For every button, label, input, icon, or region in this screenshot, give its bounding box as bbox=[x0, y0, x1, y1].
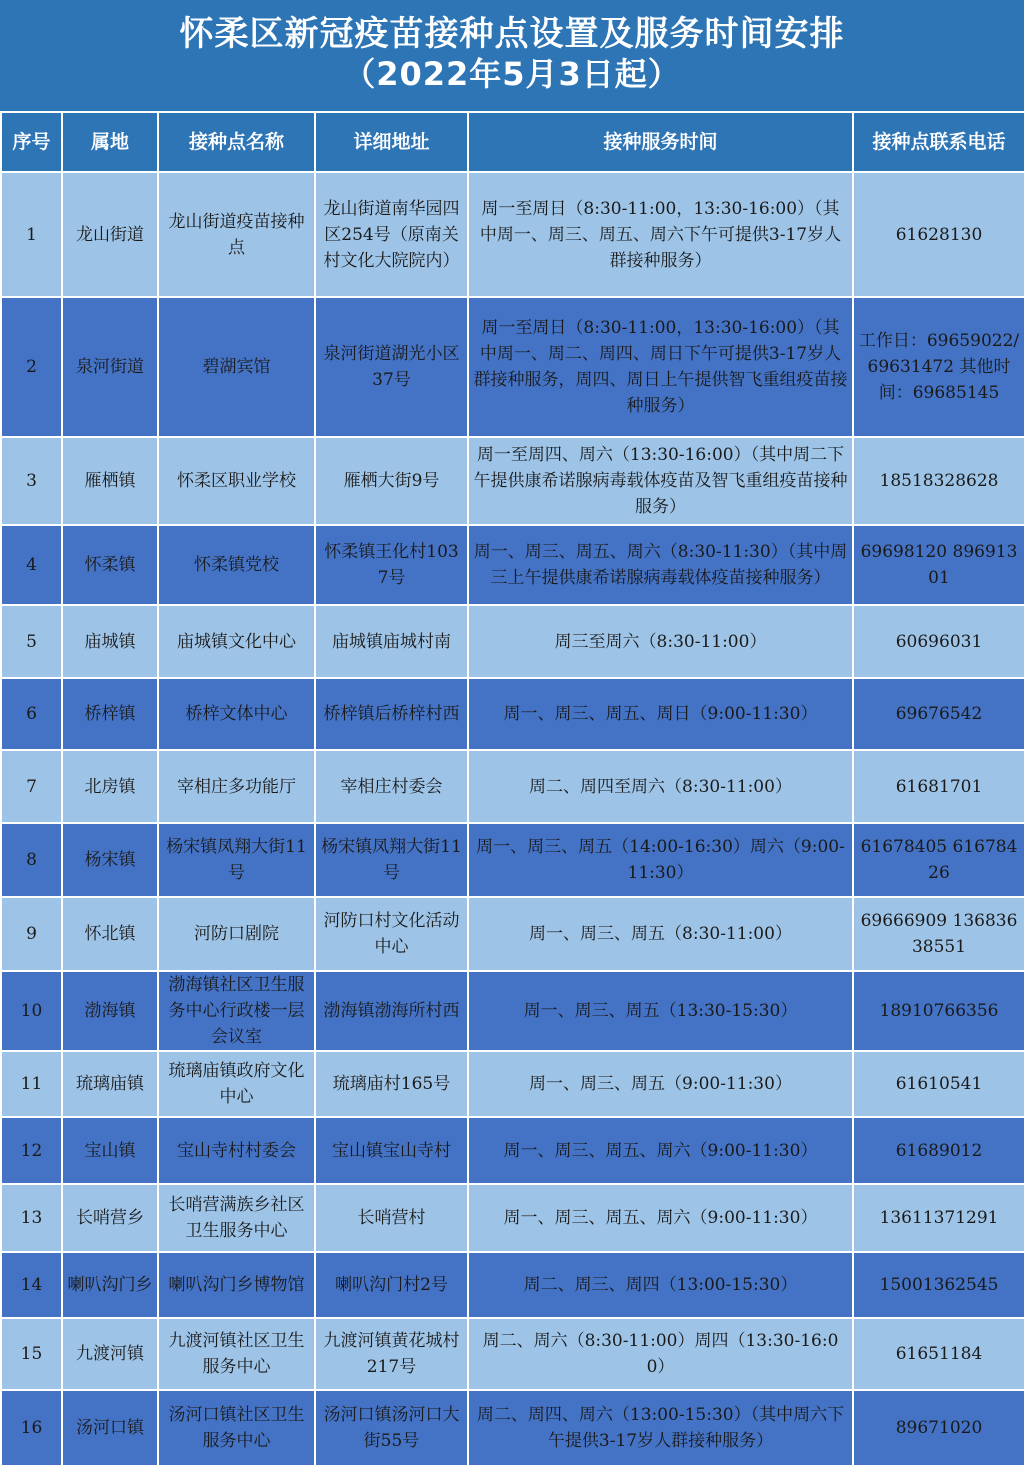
table-row bbox=[1, 1117, 1024, 1184]
cell-site-name: 渤海镇社区卫生服务中心行政楼一层会议室 bbox=[158, 971, 315, 1051]
cell-area: 宝山镇 bbox=[62, 1117, 158, 1184]
cell-site-name: 庙城镇文化中心 bbox=[158, 605, 315, 678]
cell-area: 泉河街道 bbox=[62, 297, 158, 437]
table-row bbox=[1, 605, 1024, 678]
header-service-time: 接种服务时间 bbox=[468, 112, 853, 172]
cell-service-time: 周一、周三、周五（14:00-16:30）周六（9:00-11:30） bbox=[468, 823, 853, 897]
cell-no: 4 bbox=[1, 525, 62, 605]
cell-phone: 61628130 bbox=[853, 172, 1024, 297]
cell-service-time: 周一、周三、周五（13:30-15:30） bbox=[468, 971, 853, 1051]
cell-area: 雁栖镇 bbox=[62, 437, 158, 525]
cell-phone: 13611371291 bbox=[853, 1184, 1024, 1252]
cell-site-name: 怀柔镇党校 bbox=[158, 525, 315, 605]
cell-address: 九渡河镇黄花城村217号 bbox=[315, 1318, 468, 1390]
cell-phone: 61681701 bbox=[853, 750, 1024, 823]
cell-area: 汤河口镇 bbox=[62, 1390, 158, 1466]
cell-site-name: 九渡河镇社区卫生服务中心 bbox=[158, 1318, 315, 1390]
cell-no: 3 bbox=[1, 437, 62, 525]
cell-phone: 60696031 bbox=[853, 605, 1024, 678]
cell-site-name: 碧湖宾馆 bbox=[158, 297, 315, 437]
cell-service-time: 周一、周三、周五、周六（8:30-11:30）（其中周三上午提供康希诺腺病毒载体疫苗接种服务） bbox=[468, 525, 853, 605]
table-row bbox=[1, 172, 1024, 297]
cell-phone: 61689012 bbox=[853, 1117, 1024, 1184]
cell-no: 6 bbox=[1, 678, 62, 750]
cell-area: 龙山街道 bbox=[62, 172, 158, 297]
cell-phone: 69698120 89691301 bbox=[853, 525, 1024, 605]
table-row bbox=[1, 1184, 1024, 1252]
header-area: 属地 bbox=[62, 112, 158, 172]
table-header-row bbox=[1, 112, 1024, 172]
cell-service-time: 周一、周三、周五（9:00-11:30） bbox=[468, 1051, 853, 1117]
cell-phone: 61678405 61678426 bbox=[853, 823, 1024, 897]
header-site-name: 接种点名称 bbox=[158, 112, 315, 172]
cell-site-name: 怀柔区职业学校 bbox=[158, 437, 315, 525]
cell-service-time: 周二、周四、周六（13:00-15:30）（其中周六下午提供3-17岁人群接种服务） bbox=[468, 1390, 853, 1466]
cell-address: 喇叭沟门村2号 bbox=[315, 1252, 468, 1318]
cell-phone: 15001362545 bbox=[853, 1252, 1024, 1318]
cell-no: 14 bbox=[1, 1252, 62, 1318]
table-row bbox=[1, 678, 1024, 750]
table-row bbox=[1, 823, 1024, 897]
cell-address: 渤海镇渤海所村西 bbox=[315, 971, 468, 1051]
cell-area: 北房镇 bbox=[62, 750, 158, 823]
cell-site-name: 龙山街道疫苗接种点 bbox=[158, 172, 315, 297]
cell-address: 雁栖大街9号 bbox=[315, 437, 468, 525]
cell-no: 15 bbox=[1, 1318, 62, 1390]
cell-phone: 工作日：69659022/69631472 其他时间：69685145 bbox=[853, 297, 1024, 437]
cell-address: 宰相庄村委会 bbox=[315, 750, 468, 823]
cell-phone: 69666909 13683638551 bbox=[853, 897, 1024, 971]
cell-area: 桥梓镇 bbox=[62, 678, 158, 750]
cell-address: 河防口村文化活动中心 bbox=[315, 897, 468, 971]
cell-address: 泉河街道湖光小区37号 bbox=[315, 297, 468, 437]
cell-address: 桥梓镇后桥梓村西 bbox=[315, 678, 468, 750]
cell-no: 9 bbox=[1, 897, 62, 971]
table-row bbox=[1, 897, 1024, 971]
cell-no: 2 bbox=[1, 297, 62, 437]
cell-no: 16 bbox=[1, 1390, 62, 1466]
cell-address: 汤河口镇汤河口大街55号 bbox=[315, 1390, 468, 1466]
cell-address: 怀柔镇王化村1037号 bbox=[315, 525, 468, 605]
cell-phone: 61651184 bbox=[853, 1318, 1024, 1390]
vaccination-table bbox=[0, 111, 1024, 1467]
title-line-2: （2022年5月3日起） bbox=[343, 55, 681, 93]
cell-site-name: 宝山寺村村委会 bbox=[158, 1117, 315, 1184]
cell-phone: 89671020 bbox=[853, 1390, 1024, 1466]
cell-service-time: 周一、周三、周五（8:30-11:00） bbox=[468, 897, 853, 971]
cell-phone: 18910766356 bbox=[853, 971, 1024, 1051]
table-row bbox=[1, 1318, 1024, 1390]
table-row bbox=[1, 1390, 1024, 1466]
cell-area: 怀北镇 bbox=[62, 897, 158, 971]
table-row bbox=[1, 1252, 1024, 1318]
cell-area: 庙城镇 bbox=[62, 605, 158, 678]
table-row bbox=[1, 1051, 1024, 1117]
cell-service-time: 周二、周三、周四（13:00-15:30） bbox=[468, 1252, 853, 1318]
cell-site-name: 长哨营满族乡社区卫生服务中心 bbox=[158, 1184, 315, 1252]
cell-area: 怀柔镇 bbox=[62, 525, 158, 605]
cell-area: 长哨营乡 bbox=[62, 1184, 158, 1252]
table-row bbox=[1, 437, 1024, 525]
cell-no: 5 bbox=[1, 605, 62, 678]
cell-phone: 18518328628 bbox=[853, 437, 1024, 525]
cell-service-time: 周三至周六（8:30-11:00） bbox=[468, 605, 853, 678]
cell-area: 琉璃庙镇 bbox=[62, 1051, 158, 1117]
cell-address: 杨宋镇凤翔大街11号 bbox=[315, 823, 468, 897]
cell-service-time: 周一、周三、周五、周六（9:00-11:30） bbox=[468, 1184, 853, 1252]
cell-address: 龙山街道南华园四区254号（原南关村文化大院院内） bbox=[315, 172, 468, 297]
cell-no: 1 bbox=[1, 172, 62, 297]
table-row bbox=[1, 297, 1024, 437]
header-no: 序号 bbox=[1, 112, 62, 172]
cell-no: 8 bbox=[1, 823, 62, 897]
cell-service-time: 周一、周三、周五、周日（9:00-11:30） bbox=[468, 678, 853, 750]
cell-service-time: 周一至周日（8:30-11:00，13:30-16:00）（其中周一、周二、周四、周日下午可提供3-17岁人群接种服务，周四、周日上午提供智飞重组疫苗接种服务） bbox=[468, 297, 853, 437]
title-line-1: 怀柔区新冠疫苗接种点设置及服务时间安排 bbox=[179, 14, 845, 54]
cell-site-name: 汤河口镇社区卫生服务中心 bbox=[158, 1390, 315, 1466]
table-row bbox=[1, 750, 1024, 823]
cell-phone: 69676542 bbox=[853, 678, 1024, 750]
cell-site-name: 宰相庄多功能厅 bbox=[158, 750, 315, 823]
cell-no: 10 bbox=[1, 971, 62, 1051]
header-phone: 接种点联系电话 bbox=[853, 112, 1024, 172]
cell-phone: 61610541 bbox=[853, 1051, 1024, 1117]
cell-address: 长哨营村 bbox=[315, 1184, 468, 1252]
cell-address: 宝山镇宝山寺村 bbox=[315, 1117, 468, 1184]
cell-no: 12 bbox=[1, 1117, 62, 1184]
cell-area: 渤海镇 bbox=[62, 971, 158, 1051]
header-address: 详细地址 bbox=[315, 112, 468, 172]
cell-site-name: 喇叭沟门乡博物馆 bbox=[158, 1252, 315, 1318]
cell-address: 琉璃庙村165号 bbox=[315, 1051, 468, 1117]
cell-no: 7 bbox=[1, 750, 62, 823]
cell-area: 杨宋镇 bbox=[62, 823, 158, 897]
cell-service-time: 周一至周四、周六（13:30-16:00）（其中周二下午提供康希诺腺病毒载体疫苗及智飞重组疫苗接种服务） bbox=[468, 437, 853, 525]
cell-service-time: 周一、周三、周五、周六（9:00-11:30） bbox=[468, 1117, 853, 1184]
cell-service-time: 周二、周四至周六（8:30-11:00） bbox=[468, 750, 853, 823]
cell-site-name: 河防口剧院 bbox=[158, 897, 315, 971]
cell-site-name: 桥梓文体中心 bbox=[158, 678, 315, 750]
page-title bbox=[0, 0, 1024, 111]
cell-site-name: 琉璃庙镇政府文化中心 bbox=[158, 1051, 315, 1117]
cell-no: 13 bbox=[1, 1184, 62, 1252]
cell-site-name: 杨宋镇凤翔大街11号 bbox=[158, 823, 315, 897]
table-row bbox=[1, 971, 1024, 1051]
cell-area: 喇叭沟门乡 bbox=[62, 1252, 158, 1318]
cell-address: 庙城镇庙城村南 bbox=[315, 605, 468, 678]
cell-area: 九渡河镇 bbox=[62, 1318, 158, 1390]
cell-service-time: 周一至周日（8:30-11:00，13:30-16:00）（其中周一、周三、周五、周六下午可提供3-17岁人群接种服务） bbox=[468, 172, 853, 297]
table-row bbox=[1, 525, 1024, 605]
cell-service-time: 周二、周六（8:30-11:00）周四（13:30-16:00） bbox=[468, 1318, 853, 1390]
cell-no: 11 bbox=[1, 1051, 62, 1117]
